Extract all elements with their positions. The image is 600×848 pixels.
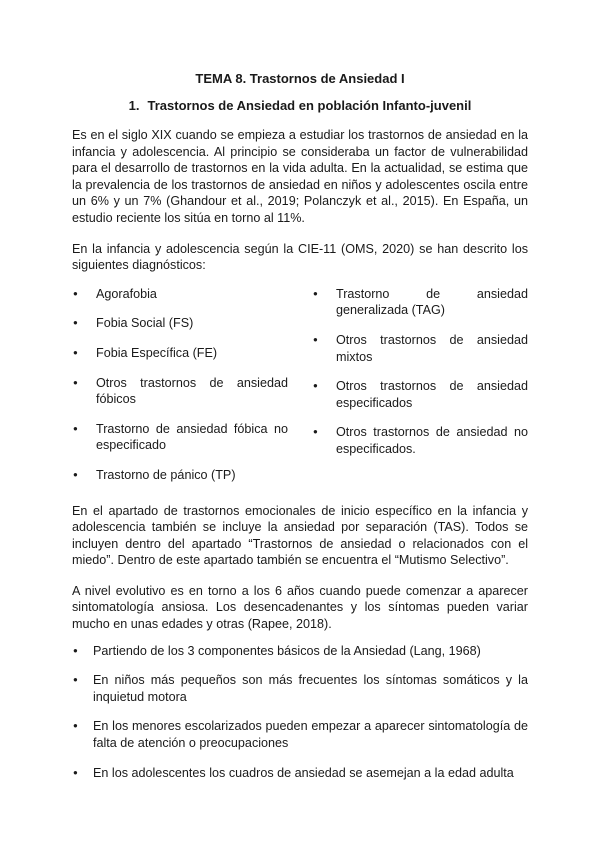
evolutivo-list xyxy=(72,643,528,782)
page-title: TEMA 8. Trastornos de Ansiedad I xyxy=(195,71,405,86)
evolutivo-paragraph: A nivel evolutivo es en torno a los 6 años cuando puede comenzar a aparecer sintomatología ansiosa. Los desencadenantes y los síntomas pueden variar mucho en unas edades y otras (Rapee, 2018). xyxy=(72,583,528,632)
section-number: 1. xyxy=(128,98,140,113)
list-item: ● Otros trastornos de ansiedad mixtos xyxy=(312,332,528,365)
diagnoses-right-column xyxy=(312,286,528,497)
list-item: ● Fobia Social (FS) xyxy=(72,315,288,332)
list-item: ● En niños más pequeños son más frecuentes los síntomas somáticos y la inquietud motora xyxy=(72,672,528,705)
section-heading-text: Trastornos de Ansiedad en población Infanto-juvenil xyxy=(147,98,472,113)
list-item: ● Partiendo de los 3 componentes básicos de la Ansiedad (Lang, 1968) xyxy=(72,643,528,660)
list-item: ● En los adolescentes los cuadros de ansiedad se asemejan a la edad adulta xyxy=(72,765,528,782)
intro-paragraph: Es en el siglo XIX cuando se empieza a estudiar los trastornos de ansiedad en la infancia y adolescencia. Al principio se consideraba un factor de vulnerabilidad para el desarrollo de trastornos en la vida adulta. En la actualidad, se estima que la prevalencia de los trastornos de ansiedad en niños y adolescentes oscila entre un 6% y un 7% (Ghandour et al., 2019; Polanczyk et al., 2015). En España, un estudio reciente los sitúa en torno al 11%. xyxy=(72,128,528,225)
list-item: ● Trastorno de ansiedad generalizada (TAG) xyxy=(312,286,528,319)
diagnoses-list xyxy=(72,286,528,497)
list-item: ● Otros trastornos de ansiedad no especificados. xyxy=(312,424,528,457)
section-heading xyxy=(72,97,528,114)
list-item: ● Agorafobia xyxy=(72,286,288,303)
emocionales-paragraph: En el apartado de trastornos emocionales de inicio específico en la infancia y adolescencia también se incluye la ansiedad por separación (TAS). Todos se incluyen dentro del apartado “Trastornos de ansiedad o relacionados con el miedo”. Dentro de este apartado también se encuentra el “Mutismo Selectivo”. xyxy=(72,503,528,568)
list-item: ● Otros trastornos de ansiedad especificados xyxy=(312,378,528,411)
list-item: ● En los menores escolarizados pueden empezar a aparecer sintomatología de falta de atención o preocupaciones xyxy=(72,718,528,751)
list-item: ● Trastorno de ansiedad fóbica no especificado xyxy=(72,421,288,454)
list-item: ● Trastorno de pánico (TP) xyxy=(72,467,288,484)
cie-paragraph: En la infancia y adolescencia según la CIE-11 (OMS, 2020) se han descrito los siguientes diagnósticos: xyxy=(72,241,528,273)
list-item: ● Fobia Específica (FE) xyxy=(72,345,288,362)
diagnoses-left-column xyxy=(72,286,288,497)
list-item: ● Otros trastornos de ansiedad fóbicos xyxy=(72,375,288,408)
